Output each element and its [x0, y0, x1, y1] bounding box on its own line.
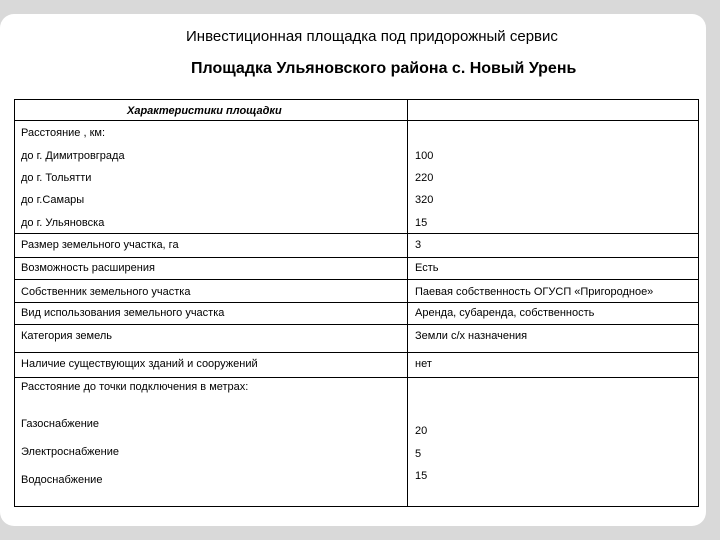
- connection-label: Расстояние до точки подключения в метрах:: [21, 381, 249, 393]
- table-row-value: Паевая собственность ОГУСП «Пригородное»: [415, 286, 654, 298]
- distance-row-value: 100: [415, 150, 434, 162]
- table-row-value: нет: [415, 358, 432, 370]
- table-row-value: Аренда, субаренда, собственность: [415, 307, 595, 319]
- table-row-label: Категория земель: [21, 330, 112, 342]
- table-row-label: Возможность расширения: [21, 262, 155, 274]
- distance-label: Расстояние , км:: [21, 127, 106, 139]
- row-divider: [15, 279, 698, 280]
- table-row-value: Есть: [415, 262, 439, 274]
- table-row-label: Вид использования земельного участка: [21, 307, 225, 319]
- row-divider: [15, 352, 698, 353]
- row-divider: [15, 233, 698, 234]
- distance-row-label: до г.Самары: [21, 194, 85, 206]
- characteristics-table: [14, 99, 699, 507]
- distance-row-value: 15: [415, 217, 428, 229]
- connection-row-label: Электроснабжение: [21, 446, 119, 458]
- distance-row-label: до г. Ульяновска: [21, 217, 105, 229]
- connection-row-label: Водоснабжение: [21, 474, 103, 486]
- connection-row-label: Газоснабжение: [21, 418, 100, 430]
- distance-row-value: 220: [415, 172, 434, 184]
- row-divider: [15, 377, 698, 378]
- connection-row-value: 20: [415, 425, 428, 437]
- row-divider: [15, 302, 698, 303]
- table-heading: Характеристики площадки: [127, 105, 282, 117]
- page-subtitle: Площадка Ульяновского района с. Новый Урень: [191, 60, 577, 77]
- distance-row-value: 320: [415, 194, 434, 206]
- table-row-value: 3: [415, 239, 422, 251]
- column-divider: [407, 100, 408, 506]
- connection-row-value: 15: [415, 470, 428, 482]
- row-divider: [15, 257, 698, 258]
- distance-row-label: до г. Димитровграда: [21, 150, 125, 162]
- page-title: Инвестиционная площадка под придорожный сервис: [186, 28, 558, 45]
- row-divider: [15, 120, 698, 121]
- row-divider: [15, 324, 698, 325]
- distance-row-label: до г. Тольятти: [21, 172, 92, 184]
- table-row-value: Земли с/х назначения: [415, 330, 528, 342]
- table-row-label: Собственник земельного участка: [21, 286, 191, 298]
- table-row-label: Наличие существующих зданий и сооружений: [21, 358, 258, 370]
- connection-row-value: 5: [415, 448, 422, 460]
- table-row-label: Размер земельного участка, га: [21, 239, 179, 251]
